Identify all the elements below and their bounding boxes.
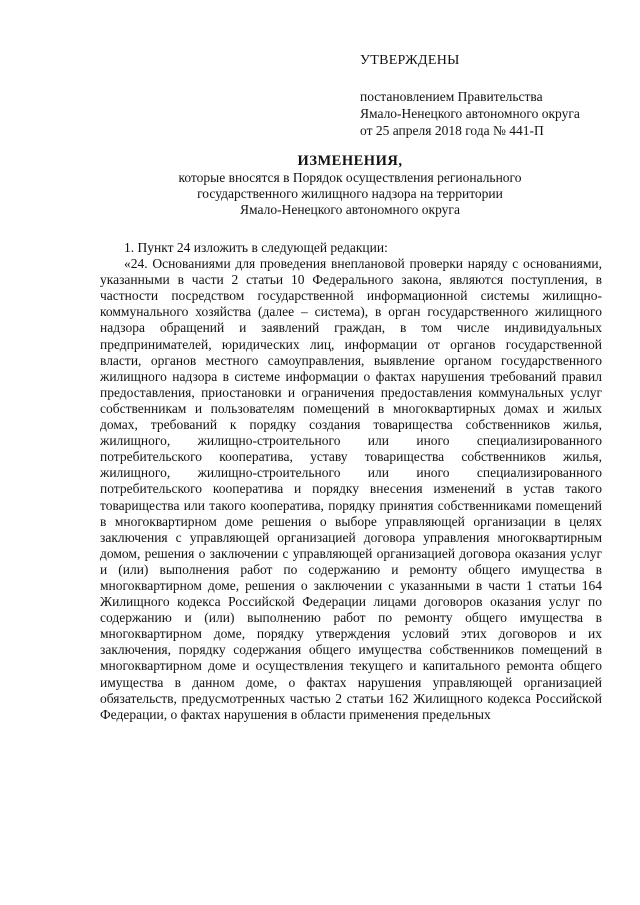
approval-title: УТВЕРЖДЕНЫ: [360, 53, 460, 68]
heading-subtitle-line: государственного жилищного надзора на территории: [197, 186, 503, 201]
approval-line: Ямало-Ненецкого автономного округа: [360, 106, 580, 121]
approval-block: [360, 52, 630, 139]
list-item: 1. Пункт 24 изложить в следующей редакции:: [124, 240, 388, 255]
document-heading: [100, 152, 600, 218]
document-body: [100, 240, 602, 723]
approval-line: от 25 апреля 2018 года № 441-П: [360, 123, 544, 138]
approval-line: постановлением Правительства: [360, 89, 543, 104]
body-paragraph: «24. Основаниями для проведения внеплановой проверки наряду с основаниями, указанными в части 2 статьи 10 Федерального закона, являются поступления, в частности посредством государственной информационной системы жилищно-коммунального хозяйства (далее – система), в орган государственного жилищного надзора обращений и заявлений граждан, в том числе индивидуальных предпринимателей, юридических лиц, информации от органов государственной власти, органов местного самоуправления, выявление органом государственного жилищного надзора в системе информации о фактах нарушения требований правил предоставления, приостановки и ограничения предоставления коммунальных услуг собственникам и пользователям помещений в многоквартирных домах и жилых домах, требований к порядку создания товарищества собственников жилья, жилищного, жилищно-строительного или иного специализированного потребительского кооператива, уставу товарищества собственников жилья, жилищного, жилищно-строительного или иного специализированного потребительского кооператива и порядку внесения изменений в устав такого товарищества или такого кооператива, порядку принятия собственниками помещений в многоквартирном доме решения о выборе управляющей организации в целях заключения с управляющей организацией договора управления многоквартирным домом, решения о заключении с управляющей организацией договора оказания услуг и (или) выполнения работ по содержанию и ремонту общего имущества в многоквартирном доме, решения о заключении с указанными в части 1 статьи 164 Жилищного кодекса Российской Федерации лицами договоров оказания услуг по содержанию и (или) выполнению работ по ремонту общего имущества в многоквартирном доме, порядку утверждения условий этих договоров и их заключения, порядку содержания общего имущества собственников помещений в многоквартирном доме и осуществления текущего и капитального ремонта общего имущества в данном доме, о фактах нарушения управляющей организацией обязательств, предусмотренных частью 2 статьи 162 Жилищного кодекса Российской Федерации, о фактах нарушения в области применения предельных: [100, 256, 602, 722]
heading-subtitle-line: которые вносятся в Порядок осуществления регионального: [178, 170, 522, 185]
heading-title: ИЗМЕНЕНИЯ,: [297, 153, 403, 169]
heading-subtitle-line: Ямало-Ненецкого автономного округа: [240, 202, 460, 217]
